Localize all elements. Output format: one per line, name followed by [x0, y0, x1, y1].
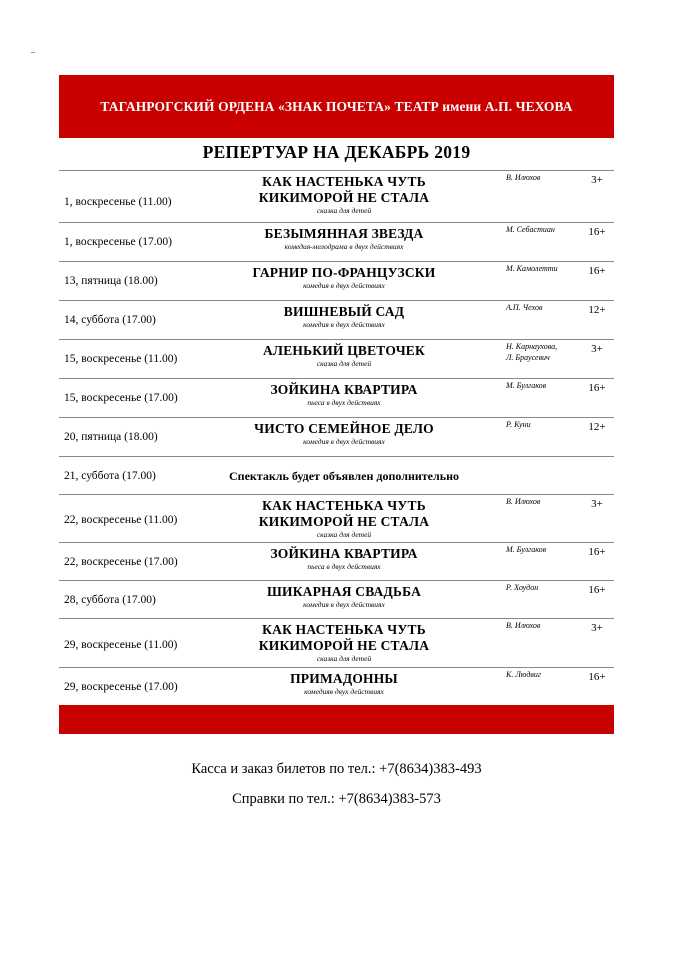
show-date: 1, воскресенье (11.00) [64, 196, 172, 208]
show-name-line2: КИКИМОРОЙ НЕ СТАЛА [258, 514, 430, 529]
show-name: ШИКАРНАЯ СВАДЬБА [266, 584, 422, 599]
author-line: К. Людвиг [506, 670, 542, 679]
show-name: КАК НАСТЕНЬКА ЧУТЬ [262, 174, 426, 189]
show-genre: комедия в двух действиях [303, 281, 385, 290]
age-rating: 16+ [588, 265, 606, 277]
age-rating: 3+ [591, 498, 603, 510]
show-author [506, 496, 576, 507]
age-rating: 16+ [588, 584, 606, 596]
table-row [59, 543, 614, 581]
table-row [59, 340, 614, 379]
show-date: 29, воскресенье (17.00) [64, 681, 178, 693]
table-row [59, 457, 614, 495]
author-line: Н. Карнаухова, [506, 342, 558, 351]
show-author [506, 582, 576, 593]
age-rating: 3+ [591, 343, 603, 355]
show-info [251, 226, 437, 251]
show-author [506, 263, 576, 274]
footer-banner [59, 705, 614, 734]
show-genre: комедия в двух действиях [303, 320, 385, 329]
show-date: 13, пятница (18.00) [64, 275, 158, 287]
age-rating: 12+ [588, 421, 606, 433]
show-name: ЧИСТО СЕМЕЙНОЕ ДЕЛО [254, 421, 434, 436]
author-line: А.П. Чехов [506, 303, 543, 312]
author-line: М. Камолетти [506, 264, 558, 273]
table-row [59, 223, 614, 262]
theatre-name: ТАГАНРОГСКИЙ ОРДЕНА «ЗНАК ПОЧЕТА» ТЕАТР имени А.П. ЧЕХОВА [100, 98, 573, 114]
table-row [59, 581, 614, 619]
show-name: КАК НАСТЕНЬКА ЧУТЬ [262, 498, 426, 513]
show-name: ЗОЙКИНА КВАРТИРА [270, 382, 418, 397]
show-info [251, 584, 437, 609]
show-genre: комедия-мелодрама в двух действиях [284, 242, 404, 251]
table-row [59, 262, 614, 301]
show-date: 28, суббота (17.00) [64, 594, 156, 606]
show-date: 15, воскресенье (11.00) [64, 353, 178, 365]
show-info [251, 343, 437, 368]
show-genre: комедия в двух действиях [303, 600, 385, 609]
show-name: КАК НАСТЕНЬКА ЧУТЬ [262, 622, 426, 637]
table-row [59, 301, 614, 340]
show-genre: пьеса в двух действиях [307, 398, 381, 407]
show-name: ПРИМАДОННЫ [290, 671, 398, 686]
show-author [506, 302, 576, 313]
show-info [251, 622, 437, 663]
show-date: 22, воскресенье (11.00) [64, 514, 178, 526]
show-author [506, 669, 576, 680]
show-genre: сказка для детей [316, 206, 372, 215]
author-line-2: Л. Браусевич [506, 353, 550, 362]
show-name: ВИШНЕВЫЙ САД [283, 304, 405, 319]
author-line: М. Себастиан [506, 225, 555, 234]
table-row [59, 171, 614, 223]
show-author [506, 544, 576, 555]
age-rating: 3+ [591, 174, 603, 186]
show-name-line2: КИКИМОРОЙ НЕ СТАЛА [258, 190, 430, 205]
show-date: 22, воскресенье (17.00) [64, 556, 178, 568]
show-name: АЛЕНЬКИЙ ЦВЕТОЧЕК [262, 343, 425, 358]
table-row [59, 668, 614, 707]
show-info [251, 421, 437, 446]
age-rating: 16+ [588, 226, 606, 238]
author-line: Р. Хоудон [506, 583, 539, 592]
page-title: РЕПЕРТУАР НА ДЕКАБРЬ 2019 [202, 142, 471, 162]
table-row [59, 619, 614, 668]
show-author [506, 172, 576, 183]
age-rating: 12+ [588, 304, 606, 316]
author-line: В. Илюхов [506, 173, 541, 182]
show-date: 1, воскресенье (17.00) [64, 236, 172, 248]
show-date: 20, пятница (18.00) [64, 431, 158, 443]
show-name: БЕЗЫМЯННАЯ ЗВЕЗДА [264, 226, 424, 241]
show-genre: пьеса в двух действиях [307, 562, 381, 571]
show-genre: комедия в двух действиях [303, 437, 385, 446]
show-info [251, 304, 437, 329]
show-info [251, 498, 437, 539]
age-rating: 16+ [588, 382, 606, 394]
author-line: М. Булгаков [506, 545, 547, 554]
table-row [59, 418, 614, 457]
show-name-line2: КИКИМОРОЙ НЕ СТАЛА [258, 638, 430, 653]
show-author [506, 341, 576, 363]
age-rating: 16+ [588, 546, 606, 558]
table-row [59, 495, 614, 543]
age-rating: 3+ [591, 622, 603, 634]
show-genre: сказка для детей [316, 654, 372, 663]
age-rating: 16+ [588, 671, 606, 683]
show-genre: комедияв двух действиях [304, 687, 384, 696]
show-date: 21, суббота (17.00) [64, 470, 156, 482]
show-info [251, 265, 437, 290]
author-line: В. Илюхов [506, 497, 541, 506]
author-line: Р. Куни [506, 420, 531, 429]
theatre-banner [59, 75, 614, 138]
show-name: ЗОЙКИНА КВАРТИРА [270, 546, 418, 561]
page-mark [31, 52, 35, 53]
show-info [251, 174, 437, 215]
show-author [506, 419, 576, 430]
show-name: ГАРНИР ПО-ФРАНЦУЗСКИ [252, 265, 436, 280]
show-genre: сказка для детей [316, 359, 372, 368]
table-row [59, 379, 614, 418]
info-phone: Справки по тел.: +7(8634)383-573 [232, 791, 441, 807]
show-genre: сказка для детей [316, 530, 372, 539]
show-info [251, 546, 437, 571]
show-author [506, 224, 576, 235]
show-author [506, 620, 576, 631]
author-line: В. Илюхов [506, 621, 541, 630]
show-date: 15, воскресенье (17.00) [64, 392, 178, 404]
show-info [251, 382, 437, 407]
show-date: 29, воскресенье (11.00) [64, 639, 178, 651]
author-line: М. Булгаков [506, 381, 547, 390]
show-info [251, 671, 437, 696]
show-date: 14, суббота (17.00) [64, 314, 156, 326]
show-author [506, 380, 576, 391]
announcement: Спектакль будет объявлен дополнительно [228, 469, 459, 483]
ticket-office-phone: Касса и заказ билетов по тел.: +7(8634)383-493 [191, 761, 482, 777]
repertoire-table [59, 170, 614, 707]
